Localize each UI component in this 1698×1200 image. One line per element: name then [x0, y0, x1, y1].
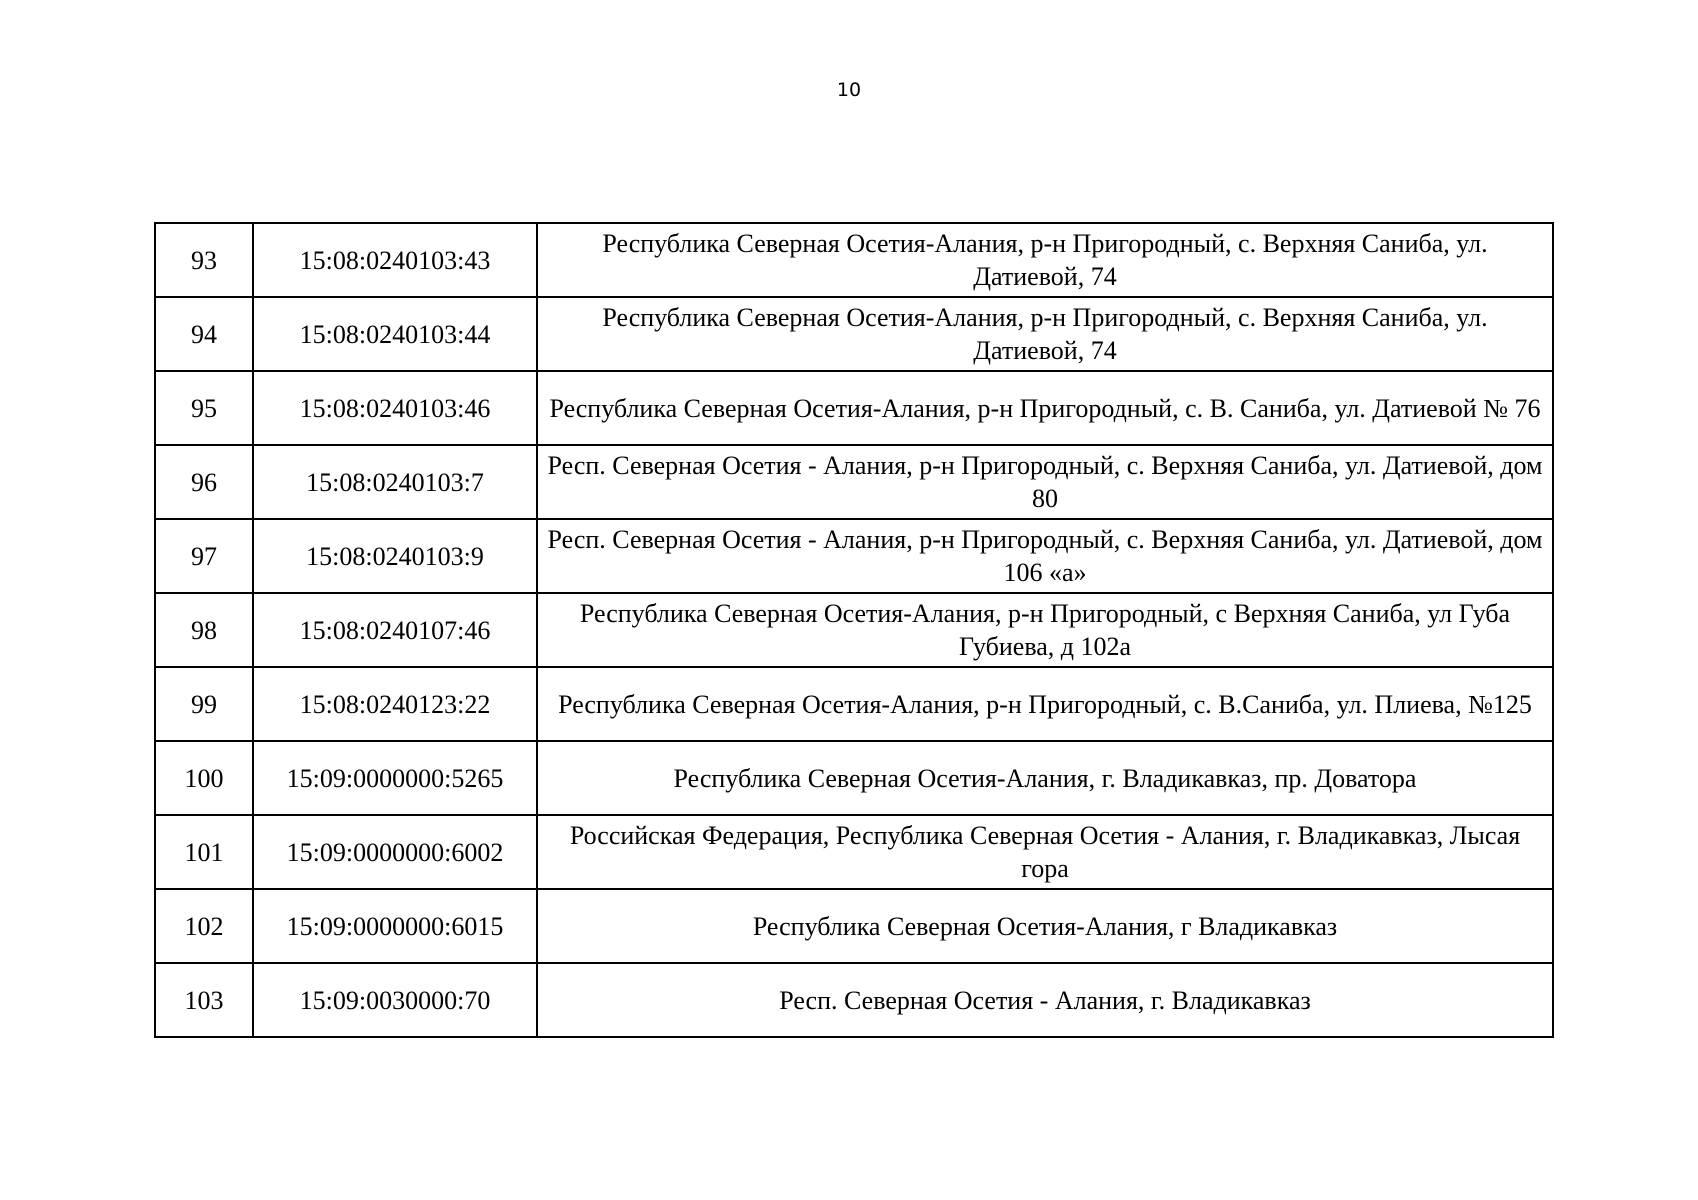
row-number-cell: 102: [155, 889, 253, 963]
land-plots-table: [154, 222, 1554, 1038]
cadastral-number-cell: 15:08:0240103:46: [253, 371, 537, 445]
address-cell: Республика Северная Осетия-Алания, г Владикавказ: [537, 889, 1553, 963]
address-cell: Республика Северная Осетия-Алания, р-н Пригородный, с. В. Саниба, ул. Датиевой № 76: [537, 371, 1553, 445]
address-cell: Респ. Северная Осетия - Алания, р-н Пригородный, с. Верхняя Саниба, ул. Датиевой, дом 80: [537, 445, 1553, 519]
cadastral-number-cell: 15:09:0000000:6002: [253, 815, 537, 889]
cadastral-number-cell: 15:08:0240107:46: [253, 593, 537, 667]
cadastral-number-cell: 15:08:0240103:44: [253, 297, 537, 371]
row-number-cell: 95: [155, 371, 253, 445]
cadastral-number-cell: 15:09:0030000:70: [253, 963, 537, 1037]
cadastral-number-cell: 15:09:0000000:6015: [253, 889, 537, 963]
address-cell: Республика Северная Осетия-Алания, р-н Пригородный, с. Верхняя Саниба, ул. Датиевой, 74: [537, 223, 1553, 297]
row-number-cell: 96: [155, 445, 253, 519]
row-number-cell: 101: [155, 815, 253, 889]
table-row: [155, 297, 1553, 371]
row-number-cell: 100: [155, 741, 253, 815]
table-row: [155, 741, 1553, 815]
address-cell: Респ. Северная Осетия - Алания, р-н Пригородный, с. Верхняя Саниба, ул. Датиевой, дом 106 «а»: [537, 519, 1553, 593]
cadastral-number-cell: 15:08:0240103:9: [253, 519, 537, 593]
table-row: [155, 519, 1553, 593]
cadastral-number-cell: 15:08:0240103:43: [253, 223, 537, 297]
address-cell: Республика Северная Осетия-Алания, г. Владикавказ, пр. Доватора: [537, 741, 1553, 815]
table-row: [155, 963, 1553, 1037]
table-row: [155, 889, 1553, 963]
table-row: [155, 593, 1553, 667]
page-number: 10: [836, 79, 862, 101]
row-number-cell: 103: [155, 963, 253, 1037]
cadastral-number-cell: 15:08:0240103:7: [253, 445, 537, 519]
table-row: [155, 445, 1553, 519]
cadastral-number-cell: 15:08:0240123:22: [253, 667, 537, 741]
address-cell: Республика Северная Осетия-Алания, р-н Пригородный, с Верхняя Саниба, ул Губа Губиева, д 102а: [537, 593, 1553, 667]
row-number-cell: 97: [155, 519, 253, 593]
table-row: [155, 223, 1553, 297]
address-cell: Российская Федерация, Республика Северная Осетия - Алания, г. Владикавказ, Лысая гора: [537, 815, 1553, 889]
row-number-cell: 99: [155, 667, 253, 741]
address-cell: Республика Северная Осетия-Алания, р-н Пригородный, с. Верхняя Саниба, ул. Датиевой, 74: [537, 297, 1553, 371]
row-number-cell: 94: [155, 297, 253, 371]
cadastral-number-cell: 15:09:0000000:5265: [253, 741, 537, 815]
table-row: [155, 815, 1553, 889]
row-number-cell: 98: [155, 593, 253, 667]
table-row: [155, 667, 1553, 741]
row-number-cell: 93: [155, 223, 253, 297]
table-row: [155, 371, 1553, 445]
address-cell: Республика Северная Осетия-Алания, р-н Пригородный, с. В.Саниба, ул. Плиева, №125: [537, 667, 1553, 741]
address-cell: Респ. Северная Осетия - Алания, г. Владикавказ: [537, 963, 1553, 1037]
